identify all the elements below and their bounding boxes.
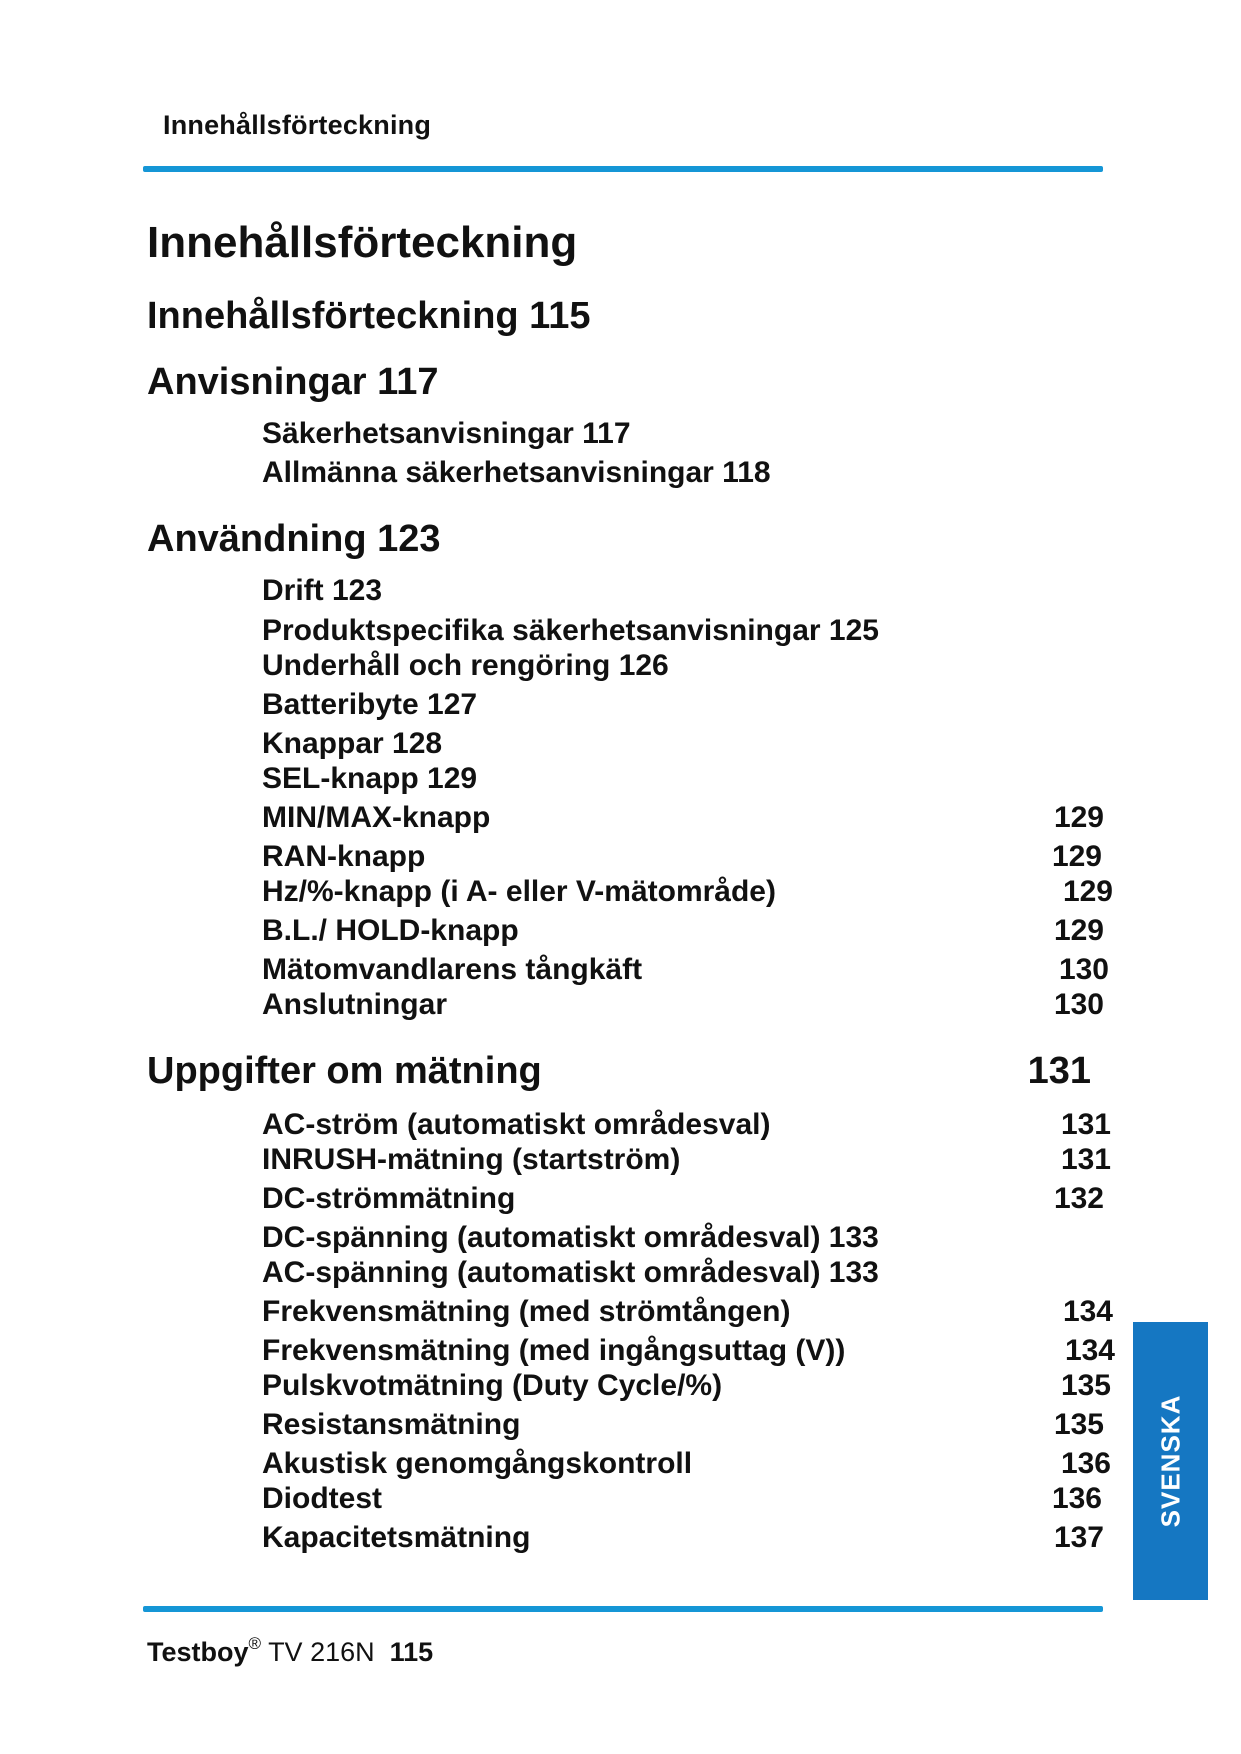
toc-entry-page: 137 xyxy=(1053,1521,1104,1554)
toc-entry-page: 130 xyxy=(1058,953,1109,986)
toc-entry: Mätomvandlarens tångkäft xyxy=(262,953,643,986)
toc-heading: Innehållsförteckning 115 xyxy=(147,295,591,337)
toc-entry: Pulskvotmätning (Duty Cycle/%) xyxy=(262,1369,723,1402)
toc-heading: Användning 123 xyxy=(147,518,441,560)
toc-entry: Knappar 128 xyxy=(262,727,443,760)
toc-entry-page: 129 xyxy=(1053,801,1104,834)
footer xyxy=(147,1636,433,1668)
toc-entry: Underhåll och rengöring 126 xyxy=(262,649,669,682)
toc-entry: Batteribyte 127 xyxy=(262,688,478,721)
language-tab xyxy=(1133,1322,1208,1600)
toc-entry: Diodtest xyxy=(262,1482,382,1515)
footer-rule xyxy=(143,1606,1103,1612)
toc-heading: Uppgifter om mätning xyxy=(147,1050,542,1092)
toc-heading: Anvisningar 117 xyxy=(147,361,439,403)
toc-entry-page: 129 xyxy=(1062,875,1113,908)
toc-entry: Resistansmätning xyxy=(262,1408,521,1441)
toc-entry: Anslutningar xyxy=(262,988,447,1021)
toc-heading-page: 131 xyxy=(1027,1050,1091,1092)
toc-entry: Frekvensmätning (med strömtången) xyxy=(262,1295,791,1328)
toc-entry: SEL-knapp 129 xyxy=(262,762,478,795)
toc-entry: Drift 123 xyxy=(262,574,383,607)
toc-entry-page: 134 xyxy=(1062,1295,1113,1328)
toc-entry-page: 135 xyxy=(1053,1408,1104,1441)
toc-entry-page: 135 xyxy=(1060,1369,1111,1402)
toc-entry: RAN-knapp xyxy=(262,840,426,873)
toc-entry: Frekvensmätning (med ingångsuttag (V)) xyxy=(262,1334,846,1367)
toc-entry-page: 130 xyxy=(1053,988,1104,1021)
toc-entry-page: 132 xyxy=(1053,1182,1104,1215)
toc-entry: AC-spänning (automatiskt områdesval) 133 xyxy=(262,1256,879,1289)
toc-entry-page: 131 xyxy=(1060,1143,1111,1176)
toc-entry: INRUSH-mätning (startström) xyxy=(262,1143,681,1176)
toc-entry: Allmänna säkerhetsanvisningar 118 xyxy=(262,456,771,489)
toc-entry-page: 136 xyxy=(1060,1447,1111,1480)
toc-entry-page: 129 xyxy=(1051,840,1102,873)
toc-entry: DC-strömmätning xyxy=(262,1182,516,1215)
toc-entry-page: 134 xyxy=(1064,1334,1115,1367)
running-header: Innehållsförteckning xyxy=(163,110,432,140)
language-tab-label: SVENSKA xyxy=(1155,1394,1185,1528)
toc-entry: Produktspecifika säkerhetsanvisningar 125 xyxy=(262,614,879,647)
registered-mark: ® xyxy=(248,1634,262,1653)
toc-entry-page: 136 xyxy=(1051,1482,1102,1515)
toc-entry: B.L./ HOLD-knapp xyxy=(262,914,519,947)
footer-brand: Testboy xyxy=(147,1637,249,1667)
toc-entry: Hz/%-knapp (i A- eller V-mätområde) xyxy=(262,875,776,908)
toc-entry: AC-ström (automatiskt områdesval) xyxy=(262,1108,771,1141)
footer-page-number: 115 xyxy=(389,1637,434,1667)
toc-entry: Kapacitetsmätning xyxy=(262,1521,531,1554)
toc-entry: Akustisk genomgångskontroll xyxy=(262,1447,693,1480)
toc-entry: MIN/MAX-knapp xyxy=(262,801,491,834)
page-title: Innehållsförteckning xyxy=(147,218,578,267)
toc-entry: Säkerhetsanvisningar 117 xyxy=(262,417,631,450)
header-rule xyxy=(143,166,1103,172)
toc-entry-page: 131 xyxy=(1060,1108,1111,1141)
footer-model: TV 216N xyxy=(268,1637,375,1667)
toc-entry: DC-spänning (automatiskt områdesval) 133 xyxy=(262,1221,879,1254)
toc-entry-page: 129 xyxy=(1053,914,1104,947)
